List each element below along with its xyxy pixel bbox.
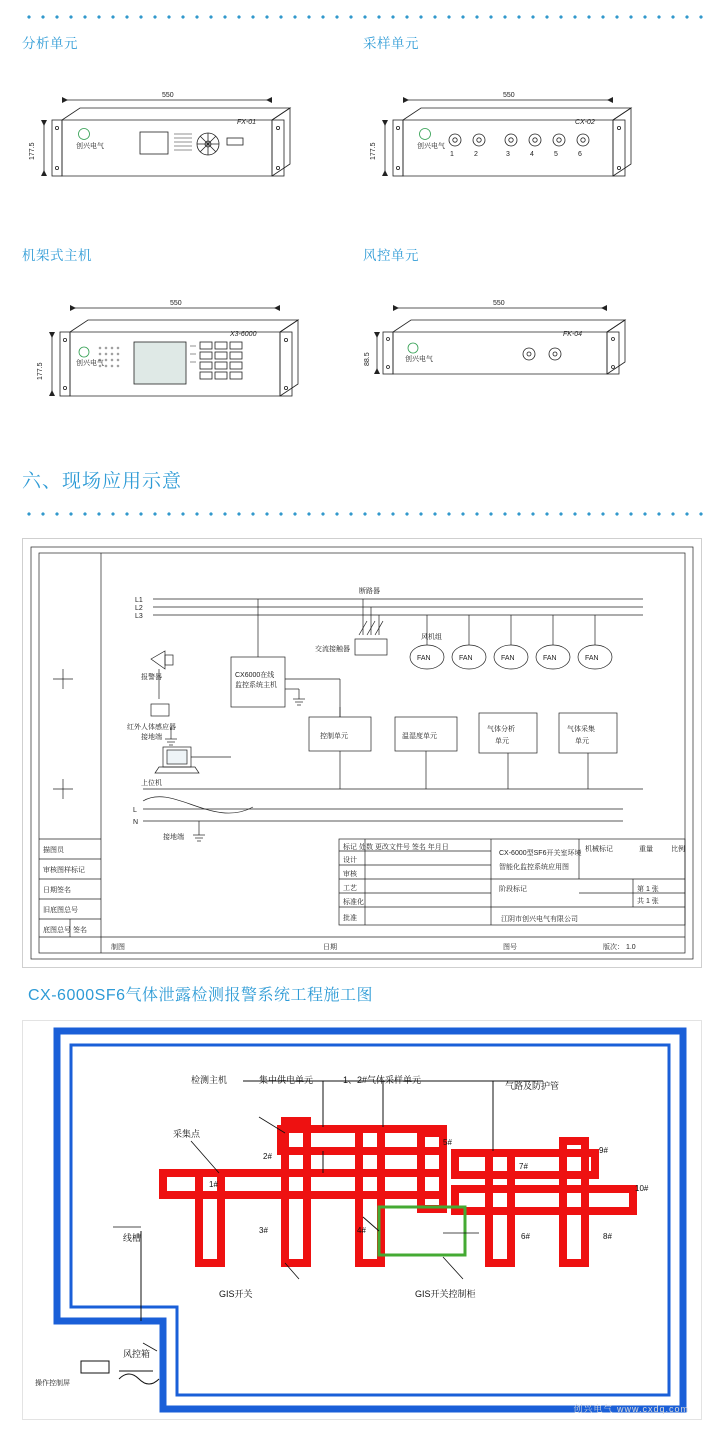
point-tag-6: 6# [521, 1232, 530, 1241]
construction-drawing [22, 1020, 702, 1420]
svg-text:阶段标记: 阶段标记 [499, 886, 527, 893]
construction-caption-wrap [28, 982, 373, 1005]
point-tag-5: 5# [443, 1138, 452, 1147]
product-drawing [22, 270, 363, 420]
svg-text:550: 550 [503, 92, 515, 99]
svg-text:风机组: 风机组 [421, 634, 442, 641]
product-drawing [22, 58, 363, 208]
fan-unit-svg [363, 270, 683, 420]
svg-text:江阴市创兴电气有限公司: 江阴市创兴电气有限公司 [501, 916, 578, 923]
product-sampling-unit [363, 32, 704, 208]
product-title: 分析单元 [22, 36, 78, 51]
watermark: 创兴电气 www.cxdq.com [573, 1404, 689, 1414]
svg-text:温湿度单元: 温湿度单元 [402, 733, 437, 740]
svg-text:接地端: 接地端 [141, 734, 162, 741]
label-control-panel: 操作控制屏 [35, 1380, 70, 1387]
schematic-drawing [22, 538, 702, 968]
analysis-unit-svg [22, 58, 342, 198]
label-pipe: 气路及防护管 [505, 1081, 560, 1091]
svg-text:6: 6 [578, 151, 582, 158]
svg-text:旧底图总号: 旧底图总号 [43, 907, 78, 914]
svg-text:L: L [133, 807, 137, 814]
product-title: 风控单元 [363, 248, 419, 263]
label-fan-box: 风控箱 [123, 1349, 151, 1359]
svg-text:版次： 1.0: 版次： 1.0 [603, 944, 636, 951]
svg-text:批准: 批准 [343, 915, 357, 922]
svg-text:创兴电气: 创兴电气 [405, 356, 433, 363]
svg-text:上位机: 上位机 [141, 780, 162, 787]
svg-text:3: 3 [506, 151, 510, 158]
product-gallery [22, 32, 704, 420]
svg-text:审核图样标记: 审核图样标记 [43, 867, 85, 874]
product-analysis-unit [22, 32, 363, 208]
svg-text:L1: L1 [135, 597, 143, 604]
rack-host-svg [22, 270, 342, 420]
label-gis-cabinet: GIS开关控制柜 [415, 1289, 476, 1299]
svg-text:创兴电气: 创兴电气 [76, 143, 104, 150]
svg-text:CX6000在线: CX6000在线 [235, 672, 275, 679]
construction-svg [23, 1021, 701, 1419]
product-title: 机架式主机 [22, 248, 92, 263]
product-drawing [363, 270, 704, 420]
point-tag-3: 3# [259, 1226, 268, 1235]
label-sample-point: 采集点 [173, 1129, 201, 1139]
svg-text:177.5: 177.5 [370, 142, 377, 160]
svg-text:创兴电气: 创兴电气 [76, 360, 104, 367]
svg-text:签名: 签名 [73, 927, 87, 934]
product-fan-control-unit [363, 244, 704, 420]
point-tag-8: 8# [603, 1232, 612, 1241]
svg-text:机械标记: 机械标记 [585, 846, 613, 853]
svg-text:88.5: 88.5 [364, 352, 371, 366]
product-title: 采样单元 [363, 36, 419, 51]
point-tag-1: 1# [209, 1180, 218, 1189]
svg-text:设计: 设计 [343, 857, 357, 864]
svg-text:N: N [133, 819, 139, 826]
svg-text:1: 1 [450, 151, 454, 158]
svg-text:5: 5 [554, 151, 558, 158]
svg-text:描图员: 描图员 [43, 847, 64, 854]
svg-text:L3: L3 [135, 613, 143, 620]
svg-text:FAN: FAN [501, 655, 515, 662]
svg-text:FAN: FAN [417, 655, 431, 662]
svg-text:单元: 单元 [495, 738, 509, 745]
svg-text:177.5: 177.5 [29, 142, 36, 160]
svg-text:比例: 比例 [671, 846, 685, 853]
svg-text:4: 4 [530, 151, 534, 158]
product-row-2 [22, 244, 704, 420]
svg-text:日期: 日期 [323, 944, 337, 951]
svg-text:FAN: FAN [585, 655, 599, 662]
svg-text:红外人体感应器: 红外人体感应器 [127, 724, 176, 731]
svg-text:气体分析: 气体分析 [487, 726, 515, 733]
svg-text:气体采集: 气体采集 [567, 726, 595, 733]
svg-text:智能化监控系统应用图: 智能化监控系统应用图 [499, 864, 569, 871]
svg-text:创兴电气: 创兴电气 [417, 143, 445, 150]
svg-text:工艺: 工艺 [343, 885, 357, 892]
svg-text:重量: 重量 [639, 846, 653, 853]
divider-section-six [22, 511, 704, 517]
svg-text:接地端: 接地端 [163, 834, 184, 841]
label-trough: 线槽 [123, 1233, 142, 1243]
svg-text:第 1 张: 第 1 张 [637, 886, 659, 893]
model-label: X3-6000 [230, 331, 257, 338]
svg-text:监控系统主机: 监控系统主机 [235, 682, 277, 689]
svg-text:单元: 单元 [575, 738, 589, 745]
point-tag-7: 7# [519, 1162, 528, 1171]
label-power-unit: 集中供电单元 [259, 1075, 314, 1085]
model-label: FX-01 [237, 119, 257, 126]
product-drawing [363, 58, 704, 208]
svg-text:控制单元: 控制单元 [320, 733, 348, 740]
model-label: CX-02 [575, 119, 595, 126]
construction-caption: CX-6000SF6气体泄露检测报警系统工程施工图 [28, 987, 373, 1004]
section-six [22, 466, 704, 517]
svg-text:FAN: FAN [543, 655, 557, 662]
svg-text:550: 550 [170, 300, 182, 307]
section-title: 六、现场应用示意 [22, 471, 183, 492]
svg-text:FAN: FAN [459, 655, 473, 662]
svg-text:标准化: 标准化 [343, 899, 364, 906]
svg-text:L2: L2 [135, 605, 143, 612]
svg-text:图号: 图号 [503, 944, 517, 951]
svg-text:550: 550 [162, 92, 174, 99]
svg-text:CX-6000型SF6开关室环境: CX-6000型SF6开关室环境 [499, 850, 582, 857]
schematic-svg [23, 539, 701, 967]
svg-text:底图总号: 底图总号 [43, 927, 71, 934]
label-gis-switch: GIS开关 [219, 1289, 253, 1299]
svg-text:交流接触器: 交流接触器 [315, 646, 350, 653]
model-label: FK-04 [563, 331, 583, 338]
sampling-unit-svg [363, 58, 683, 198]
divider-top [22, 14, 704, 20]
point-tag-2: 2# [263, 1152, 272, 1161]
svg-text:日期签名: 日期签名 [43, 887, 71, 894]
svg-text:共 1 张: 共 1 张 [637, 898, 659, 905]
product-row-1 [22, 32, 704, 208]
svg-text:断路器: 断路器 [359, 588, 380, 595]
point-tag-4: 4# [357, 1226, 366, 1235]
point-tag-10: 10# [635, 1184, 649, 1193]
svg-text:审核: 审核 [343, 871, 357, 878]
svg-text:标记 处数 更改文件号 签名 年月日: 标记 处数 更改文件号 签名 年月日 [343, 844, 449, 851]
svg-text:177.5: 177.5 [37, 362, 44, 380]
point-tag-9: 9# [599, 1146, 608, 1155]
svg-text:2: 2 [474, 151, 478, 158]
product-rack-host [22, 244, 363, 420]
svg-text:550: 550 [493, 300, 505, 307]
label-sampling-units: 1、2#气体采样单元 [343, 1075, 422, 1085]
svg-text:制图: 制图 [111, 944, 125, 951]
label-host: 检测主机 [191, 1075, 228, 1085]
svg-text:报警器: 报警器 [141, 674, 162, 681]
